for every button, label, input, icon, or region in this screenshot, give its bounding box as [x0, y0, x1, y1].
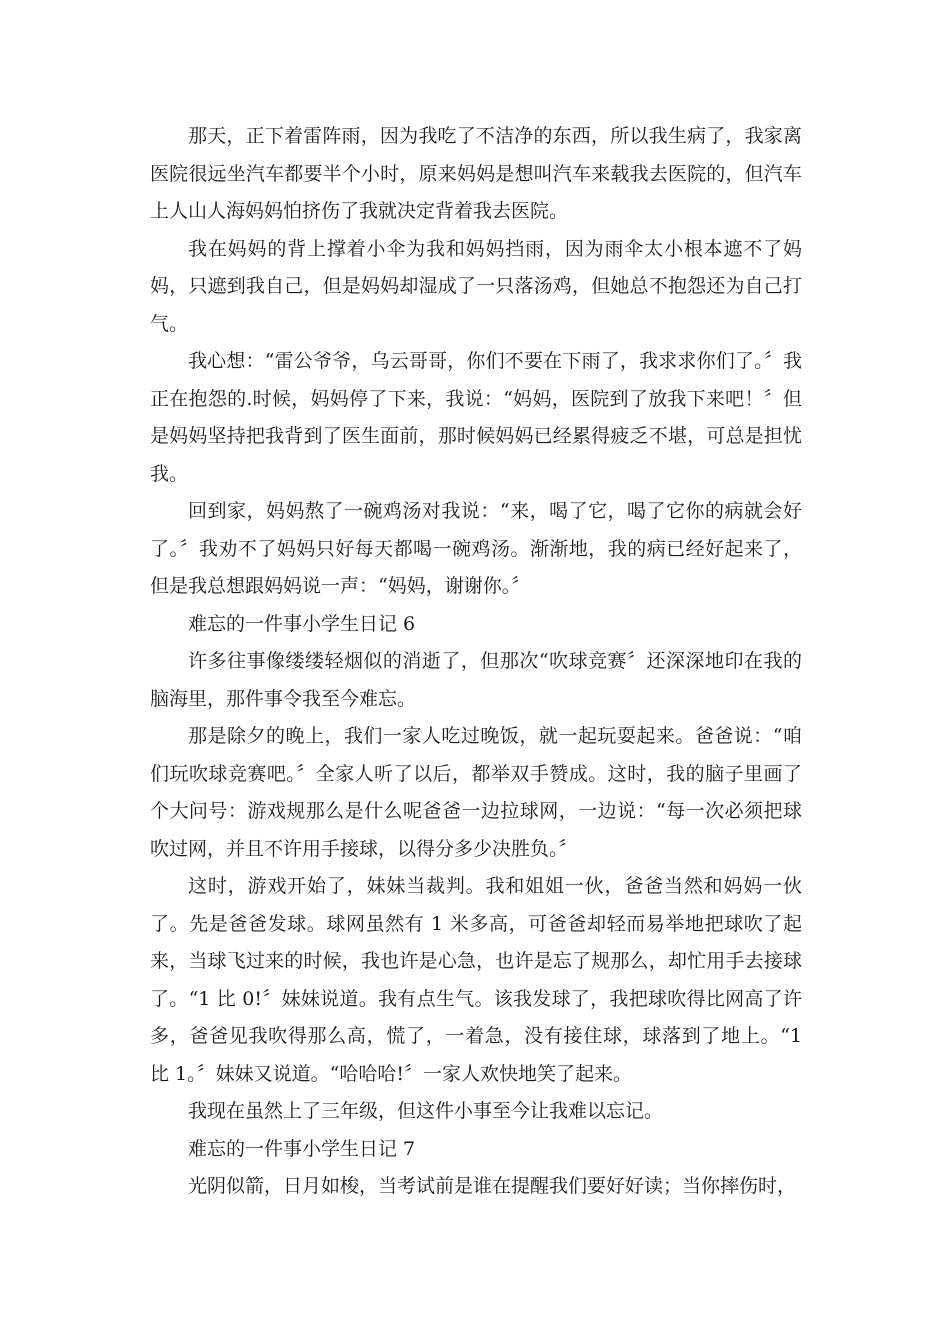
paragraph: 我在妈妈的背上撑着小伞为我和妈妈挡雨，因为雨伞太小根本遮不了妈妈，只遮到我自己，但是妈妈却湿成了一只落汤鸡，但她总不抱怨还为自己打气。 [150, 237, 802, 335]
paragraph: 这时，游戏开始了，妹妹当裁判。我和姐姐一伙，爸爸当然和妈妈一伙了。先是爸爸发球。球网虽然有 1 米多高，可爸爸却轻而易举地把球吹了起来，当球飞过来的时候，我也许是心急，也许是忘了规那么，却忙用手去接球了。“1 比 0!〞妹妹说道。我有点生气。该我发球了，我把球吹得比网高了许多，爸爸见我吹得那么高，慌了，一着急，没有接住球，球落到了地上。“1 比 1。〞妹妹又说道。“哈哈哈!〞一家人欢快地笑了起来。 [150, 875, 802, 1085]
paragraph: 光阴似箭，日月如梭，当考试前是谁在提醒我们要好好读；当你摔伤时， [188, 1175, 797, 1197]
paragraph: 我现在虽然上了三年级，但这件小事至今让我难以忘记。 [188, 1100, 664, 1122]
paragraph: 我心想：“雷公爷爷，乌云哥哥，你们不要在下雨了，我求求你们了。〞我正在抱怨的.时候，妈妈停了下来，我说：“妈妈，医院到了放我下来吧！〞但是妈妈坚持把我背到了医生面前，那时候妈妈已经累得疲乏不堪，可总是担忧我。 [150, 350, 802, 485]
paragraph: 那天，正下着雷阵雨，因为我吃了不洁净的东西，所以我生病了，我家离医院很远坐汽车都要半个小时，原来妈妈是想叫汽车来载我去医院的，但汽车上人山人海妈妈怕挤伤了我就决定背着我去医院。 [150, 125, 802, 222]
paragraph: 许多往事像缕缕轻烟似的消逝了，但那次“吹球竞赛〞还深深地印在我的脑海里，那件事令我至今难忘。 [150, 650, 802, 710]
section-heading: 难忘的一件事小学生日记 6 [188, 612, 416, 635]
paragraph: 那是除夕的晚上，我们一家人吃过晚饭，就一起玩耍起来。爸爸说：“咱们玩吹球竞赛吧。〞全家人听了以后，都举双手赞成。这时，我的脑子里画了个大问号：游戏规那么是什么呢爸爸一边拉球网，一边说：“每一次必须把球吹过网，并且不许用手接球，以得分多少决胜负。〞 [150, 725, 802, 860]
document-body [150, 118, 802, 1206]
section-heading: 难忘的一件事小学生日记 7 [188, 1137, 416, 1160]
paragraph: 回到家，妈妈熬了一碗鸡汤对我说：“来，喝了它，喝了它你的病就会好了。〞我劝不了妈妈只好每天都喝一碗鸡汤。渐渐地，我的病已经好起来了，但是我总想跟妈妈说一声：“妈妈，谢谢你。〞 [150, 500, 802, 597]
